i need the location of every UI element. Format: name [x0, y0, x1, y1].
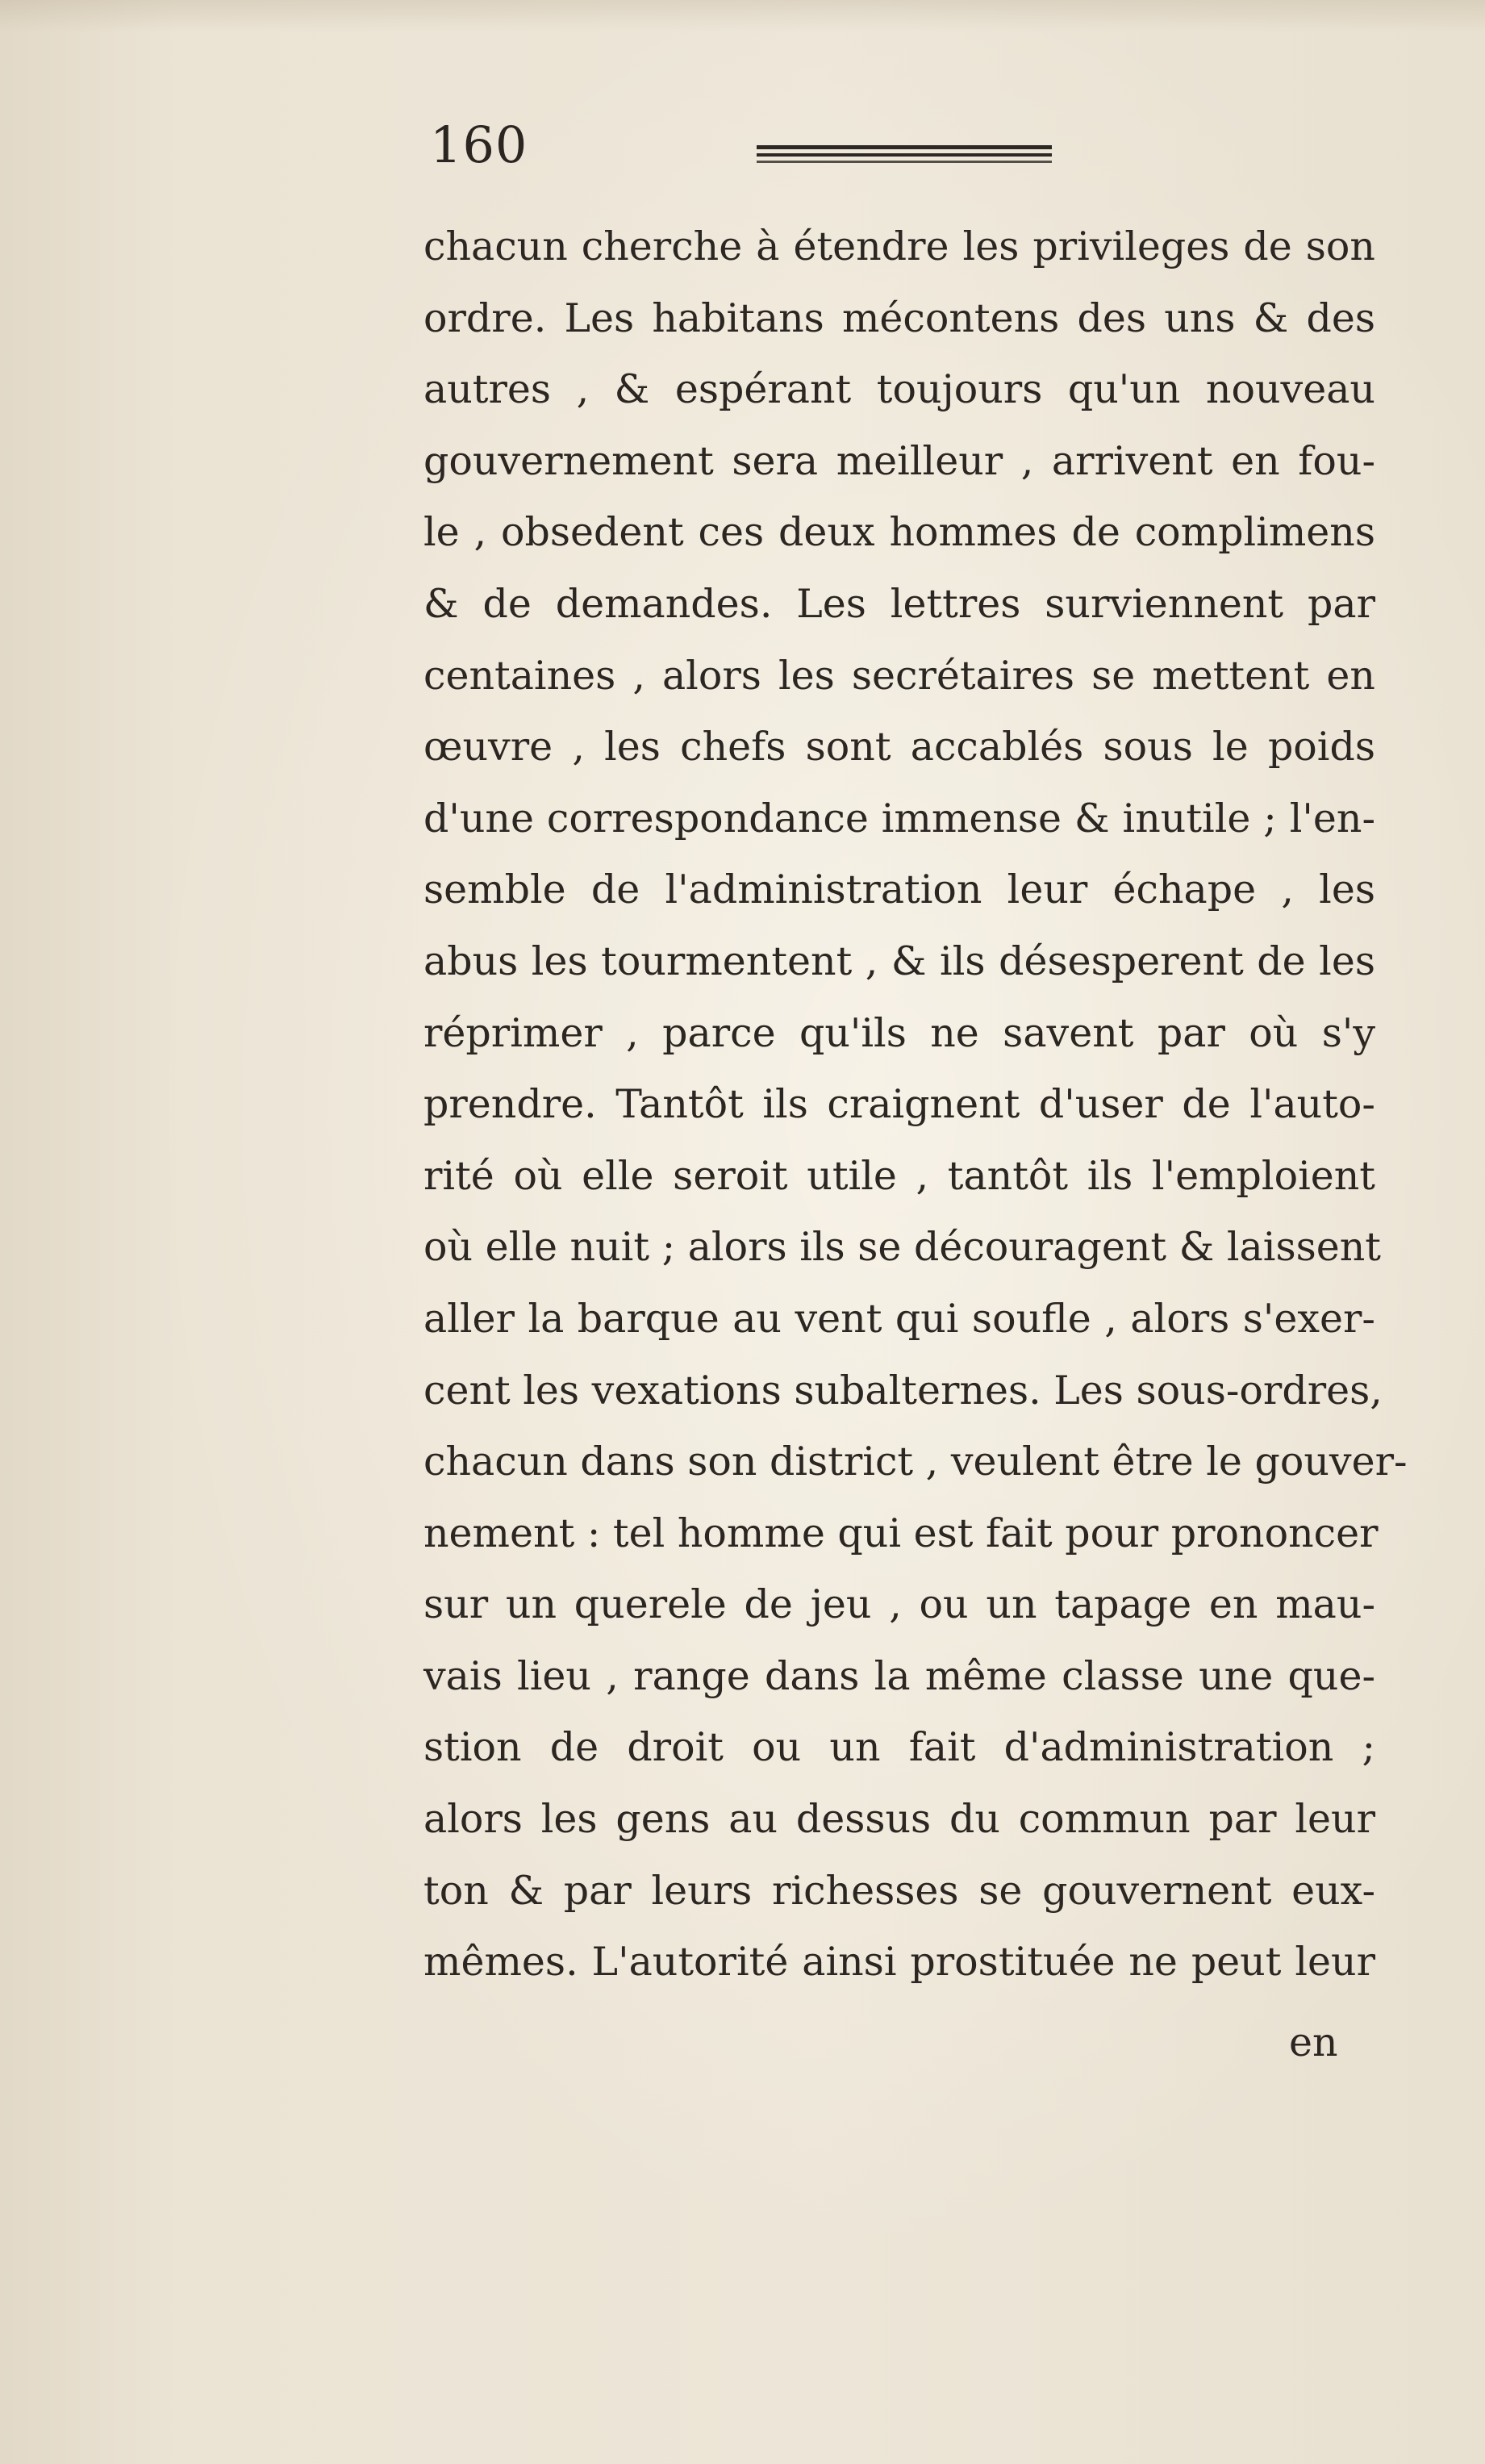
- text-line: aller la barque au vent qui soufle , alors s'exer-: [423, 1295, 1375, 1342]
- text-line: chacun cherche à étendre les privileges de son: [423, 223, 1375, 269]
- text-line: chacun dans son district , veulent être le gouver-: [423, 1439, 1408, 1485]
- text-line: & de demandes. Les lettres surviennent par: [423, 580, 1375, 627]
- text-line: abus les tourmentent , & ils désesperent de les: [423, 938, 1375, 984]
- text-line: où elle nuit ; alors ils se découragent & laissent: [423, 1224, 1381, 1271]
- text-line: nement : tel homme qui est fait pour prononcer: [423, 1510, 1379, 1556]
- page-shadow: [0, 0, 1485, 32]
- text-line: stion de droit ou un fait d'administration ;: [423, 1724, 1375, 1771]
- text-line: d'une correspondance immense & inutile ; l'en-: [423, 795, 1375, 842]
- text-line: alors les gens au dessus du commun par leur: [423, 1796, 1375, 1843]
- text-line: prendre. Tantôt ils craignent d'user de l'auto-: [423, 1081, 1375, 1128]
- text-line: semble de l'administration leur échape , les: [423, 867, 1375, 913]
- text-line: le , obsedent ces deux hommes de complimens: [423, 509, 1375, 556]
- text-line: vais lieu , range dans la même classe une que-: [423, 1652, 1375, 1699]
- body-text: [423, 211, 1408, 1998]
- catchword: en: [1289, 2019, 1338, 2065]
- header-rule: [757, 145, 1052, 168]
- text-line: ordre. Les habitans mécontens des uns & des: [423, 294, 1375, 341]
- page-number: 160: [430, 115, 528, 174]
- text-line: mêmes. L'autorité ainsi prostituée ne peut leur: [423, 1939, 1375, 1986]
- text-line: gouvernement sera meilleur , arrivent en fou-: [423, 437, 1375, 484]
- text-line: œuvre , les chefs sont accablés sous le poids: [423, 724, 1375, 771]
- text-line: cent les vexations subalternes. Les sous-ordres,: [423, 1367, 1383, 1414]
- text-line: autres , & espérant toujours qu'un nouveau: [423, 366, 1375, 413]
- text-line: réprimer , parce qu'ils ne savent par où s'y: [423, 1009, 1375, 1056]
- text-line: sur un querele de jeu , ou un tapage en mau-: [423, 1581, 1375, 1628]
- text-line: ton & par leurs richesses se gouvernent eux-: [423, 1867, 1375, 1914]
- text-line: rité où elle seroit utile , tantôt ils l'emploient: [423, 1152, 1375, 1199]
- text-line: centaines , alors les secrétaires se mettent en: [423, 652, 1375, 699]
